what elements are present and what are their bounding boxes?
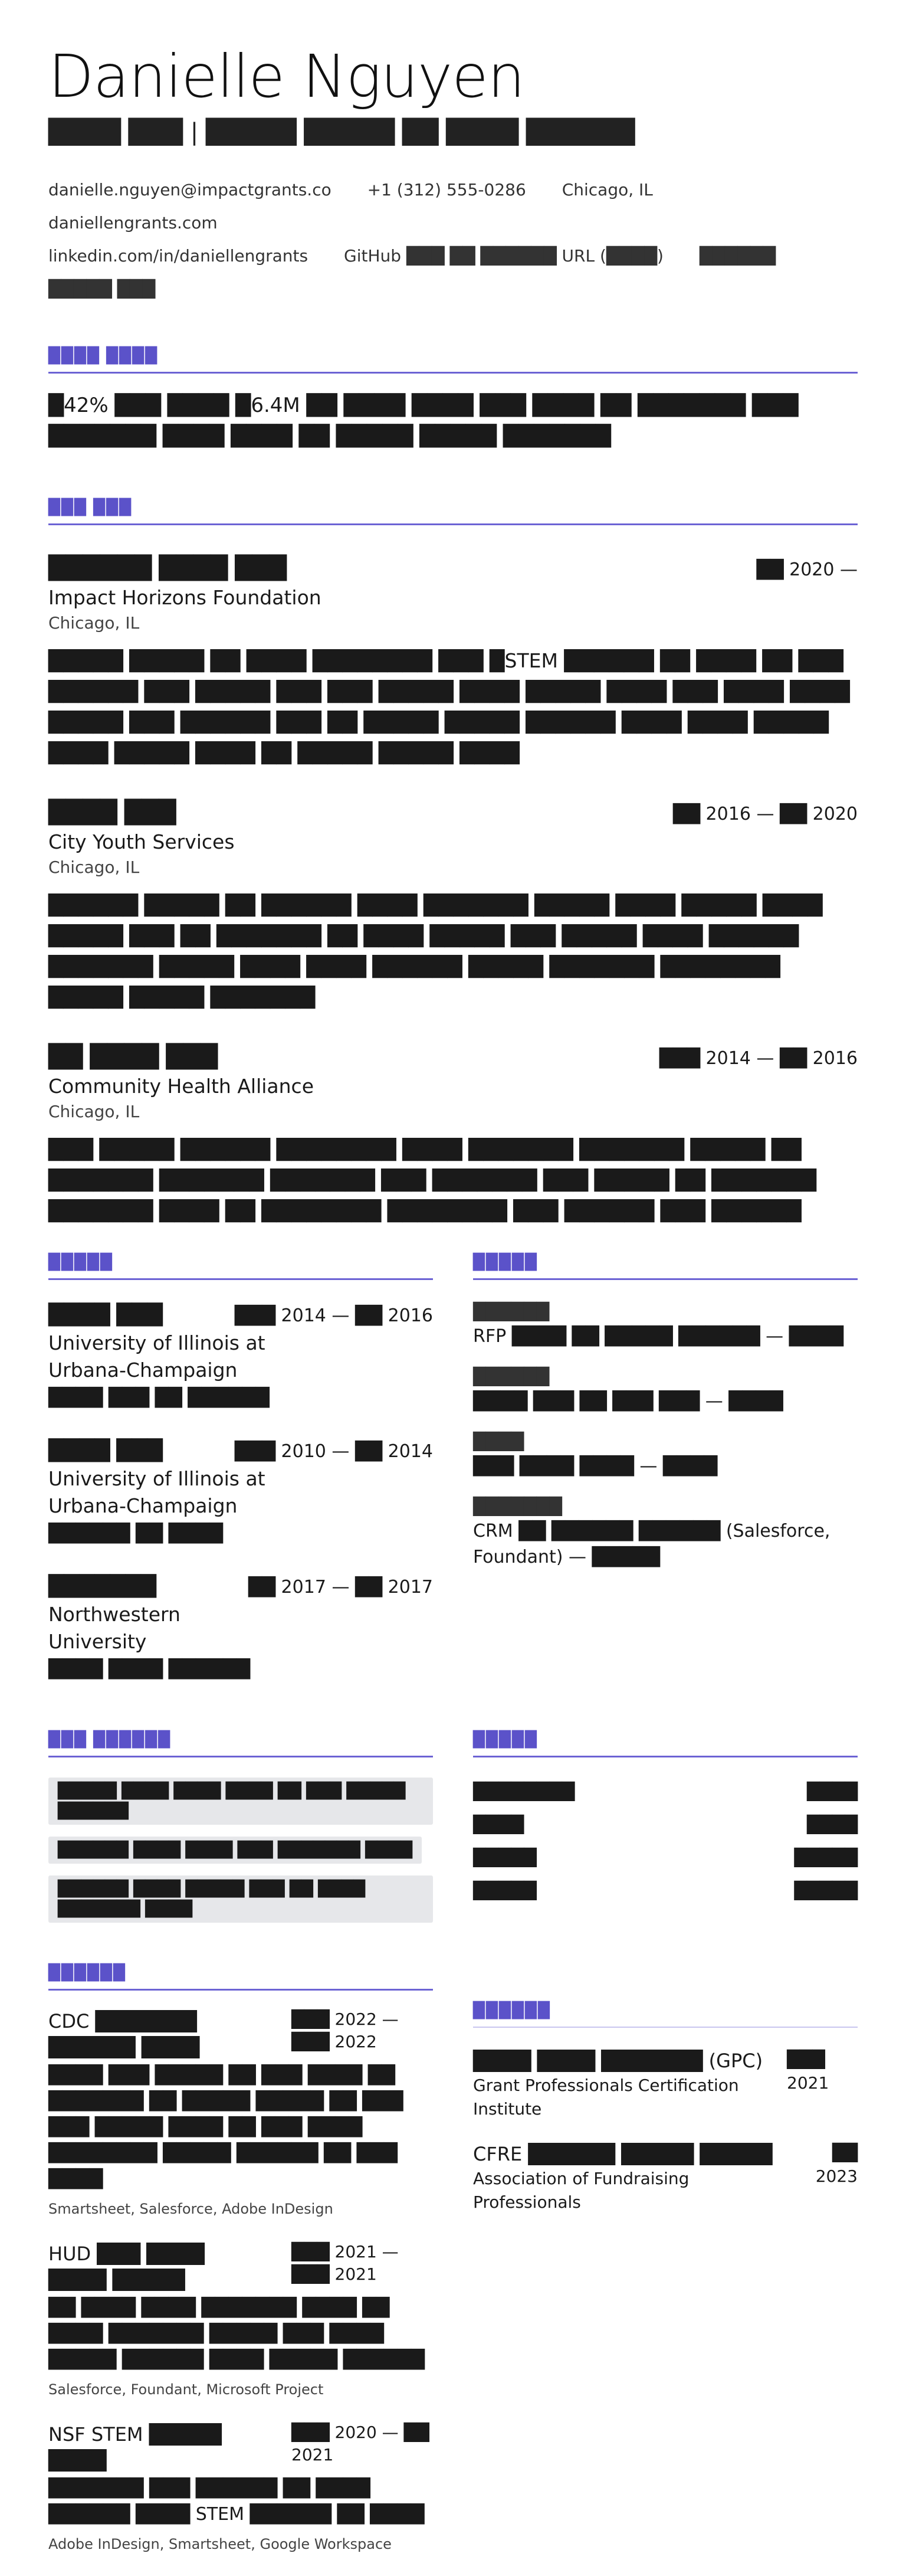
education-entry [48,1572,433,1684]
education-dates: ███ 2010 — ██ 2014 [234,1441,433,1462]
job-description: █████ █████ ██ ████ ████████ ███ █STEM ██████ ██ ████ ██ ███ ██████ ███ █████ ███ ███ █████ ████ █████ ████ ███ ████ ████ █████ ███ ██████ ███ ██ █████ █████ ██████ ████ ████ █████ ████ █████ ████ ██ █████ █████ ████ [48,649,850,764]
project-tools: Salesforce, Foundant, Microsoft Project [48,2381,324,2398]
project-description: ████ ███ █████ ██ ███ ████ ██ ███████ ██ █████ █████ ██ ███ ███ █████ ████ ██ ███ ████ ████████ █████ ██████ ██ ███ ████ [48,2065,403,2189]
resume-header [48,41,858,150]
education-detail: ████ ████ ██████ [48,1659,251,1680]
achievement-name: ████ [473,1432,524,1451]
certification-name: CFRE ██████ █████ █████ [473,2143,773,2165]
linkedin-link[interactable]: linkedin.com/in/daniellengrants [48,246,308,266]
education-school: University of Illinois at Urbana-Champaign [48,1467,265,1517]
achievement-item [473,1495,858,1570]
job-title: ████ ███ [48,799,176,825]
certifications-section [473,1964,858,2576]
project-tools: Adobe InDesign, Smartsheet, Google Workspace [48,2536,392,2552]
languages-section [473,1731,858,1935]
summary-text: █42% ███ ████ █6.4M ██ ████ ████ ███ ████ ██ ███████ ███ ███████ ████ ████ ██ █████ █████ ███████ [48,394,799,448]
achievement-text: RFP ████ ██ █████ ██████ — ████ [473,1326,843,1347]
certification-name: ████ ████ ███████ (GPC) [473,2050,763,2072]
candidate-title: ████ ███ | █████ █████ ██ ████ ██████ [48,119,635,146]
skill-tag: ██████ ████ █████ ███ ██ ████ ███████ ████ [48,1875,433,1923]
language-row [473,1874,858,1907]
project-dates: ███ 2022 — ███ 2022 [291,2009,399,2051]
candidate-name: Danielle Nguyen [48,42,525,111]
experience-heading: ███ ███ [48,499,858,525]
project-title: NSF STEM █████ ████ [48,2423,222,2472]
project-entry [48,2241,433,2401]
job-dates: ███ 2014 — ██ 2016 [659,1048,858,1069]
job-dates: ██ 2016 — ██ 2020 [672,804,858,824]
education-dates: ███ 2014 — ██ 2016 [234,1305,433,1326]
job-entry [48,796,858,1013]
contact-info [48,174,858,306]
achievements-heading: █████ [473,1253,858,1280]
achievement-name: ██████ [473,1367,550,1386]
language-level: █████ [794,1881,858,1900]
education-heading: █████ [48,1253,433,1280]
job-description: ██████ █████ ██ ██████ ████ ███████ █████ ████ █████ ████ █████ ███ ██ ███████ ██ ████ █████ ███ █████ ████ ██████ ███████ █████ ████ ████ ██████ █████ ███████ ████████ █████ █████ ███████ [48,893,823,1009]
achievement-item [473,1300,858,1350]
achievement-text: CRM ██ ██████ ██████ (Salesforce, Foundant) — █████ [473,1521,830,1567]
achievement-item [473,1430,858,1480]
job-title: ██ ████ ███ [48,1043,218,1069]
language-row [473,1841,858,1874]
achievement-name: ███████ [473,1497,562,1516]
achievement-text: ███ ████ ████ — ████ [473,1456,718,1477]
job-organization: City Youth Services [48,830,235,853]
achievement-item [473,1365,858,1415]
achievement-name: ██████ [473,1302,550,1321]
education-detail: ██████ ██ ████ [48,1523,223,1544]
education-school: Northwestern University [48,1603,180,1653]
skills-heading: ███ ██████ [48,1731,433,1757]
certification-date: ███ 2021 [787,2050,829,2093]
project-dates: ███ 2021 — ███ 2021 [291,2242,399,2284]
language-level: ████ [806,1815,858,1834]
certification-issuer: Grant Professionals Certification Institute [473,2076,739,2119]
project-description: ██ ████ ████ ███████ ████ ██ ████ ███████ █████ ███ ████ █████ ██████ ████ █████ ██████ [48,2297,425,2370]
website-link[interactable]: daniellengrants.com [48,213,218,233]
language-row [473,1775,858,1808]
job-title: ██████ ████ ███ [48,555,287,581]
job-dates: ██ 2020 — [756,559,858,580]
projects-heading: ██████ [48,1964,433,1991]
language-level: █████ [794,1848,858,1867]
projects-section [48,1964,433,2576]
languages-heading: █████ [473,1731,858,1757]
skill-tag: █████ ████ ████ ████ ██ ███ █████ ██████ [48,1778,433,1825]
language-name: ████████ [473,1782,575,1801]
job-location: Chicago, IL [48,1102,140,1121]
job-entry [48,1040,858,1226]
achievements-section [473,1253,858,1707]
language-name: ████ [473,1815,524,1834]
github-link[interactable]: GitHub ███ ██ ██████ URL (████) [344,246,664,266]
job-description: ███ █████ ██████ ████████ ████ ███████ ███████ █████ ██ ███████ ███████ ███████ ███ ███████ ███ █████ ██ ███████ ███████ ████ ██ ████████ ████████ ███ ██████ ███ ██████ [48,1138,817,1222]
language-name: █████ [473,1881,537,1900]
summary-section [48,347,858,451]
skill-tag: ██████ ████ ████ ███ ███████ ████ [48,1837,422,1864]
job-organization: Impact Horizons Foundation [48,586,321,609]
job-organization: Community Health Alliance [48,1075,314,1098]
location: Chicago, IL [562,180,653,199]
language-row [473,1808,858,1841]
job-location: Chicago, IL [48,613,140,633]
education-entry [48,1300,433,1412]
contact-extra-1: ██████ [699,246,776,266]
summary-heading: ████ ████ [48,347,858,374]
project-entry [48,2421,433,2556]
education-school: University of Illinois at Urbana-Champaign [48,1331,265,1382]
education-degree: ███████ [48,1575,157,1598]
skills-section [48,1731,433,1935]
email-link[interactable]: danielle.nguyen@impactgrants.co [48,180,331,199]
projects-certifications-row [48,1964,858,2576]
education-degree: ████ ███ [48,1439,163,1462]
education-entry [48,1436,433,1548]
project-description: ███████ ███ ██████ ██ ████ ██████ ████ STEM ██████ ██ ████ [48,2478,425,2525]
project-entry [48,2008,433,2221]
phone-number: +1 (312) 555-0286 [367,180,526,199]
education-section [48,1253,433,1707]
education-dates: ██ 2017 — ██ 2017 [248,1577,433,1598]
achievement-text: ████ ███ ██ ███ ███ — ████ [473,1391,783,1412]
certifications-heading: ██████ [473,2002,858,2028]
certification-entry [473,2141,858,2214]
experience-section [48,499,858,1226]
job-entry [48,551,858,768]
skills-languages-row [48,1731,858,1935]
contact-extra-2: █████ ███ [48,279,156,299]
resume-page [48,41,858,2576]
job-location: Chicago, IL [48,857,140,877]
project-title: HUD ███ ████ ████ █████ [48,2243,205,2291]
language-level: ████ [806,1782,858,1801]
education-degree: ████ ███ [48,1303,163,1327]
project-dates: ███ 2020 — ██ 2021 [291,2423,429,2464]
certification-issuer: Association of Fundraising Professionals [473,2169,690,2212]
project-tools: Smartsheet, Salesforce, Adobe InDesign [48,2201,333,2217]
certification-date: ██ 2023 [815,2143,858,2186]
language-name: █████ [473,1848,537,1867]
education-achievements-row [48,1253,858,1707]
education-detail: ████ ███ ██ ██████ [48,1387,270,1408]
certification-entry [473,2048,858,2121]
project-title: CDC ███████ ██████ ████ [48,2010,200,2058]
